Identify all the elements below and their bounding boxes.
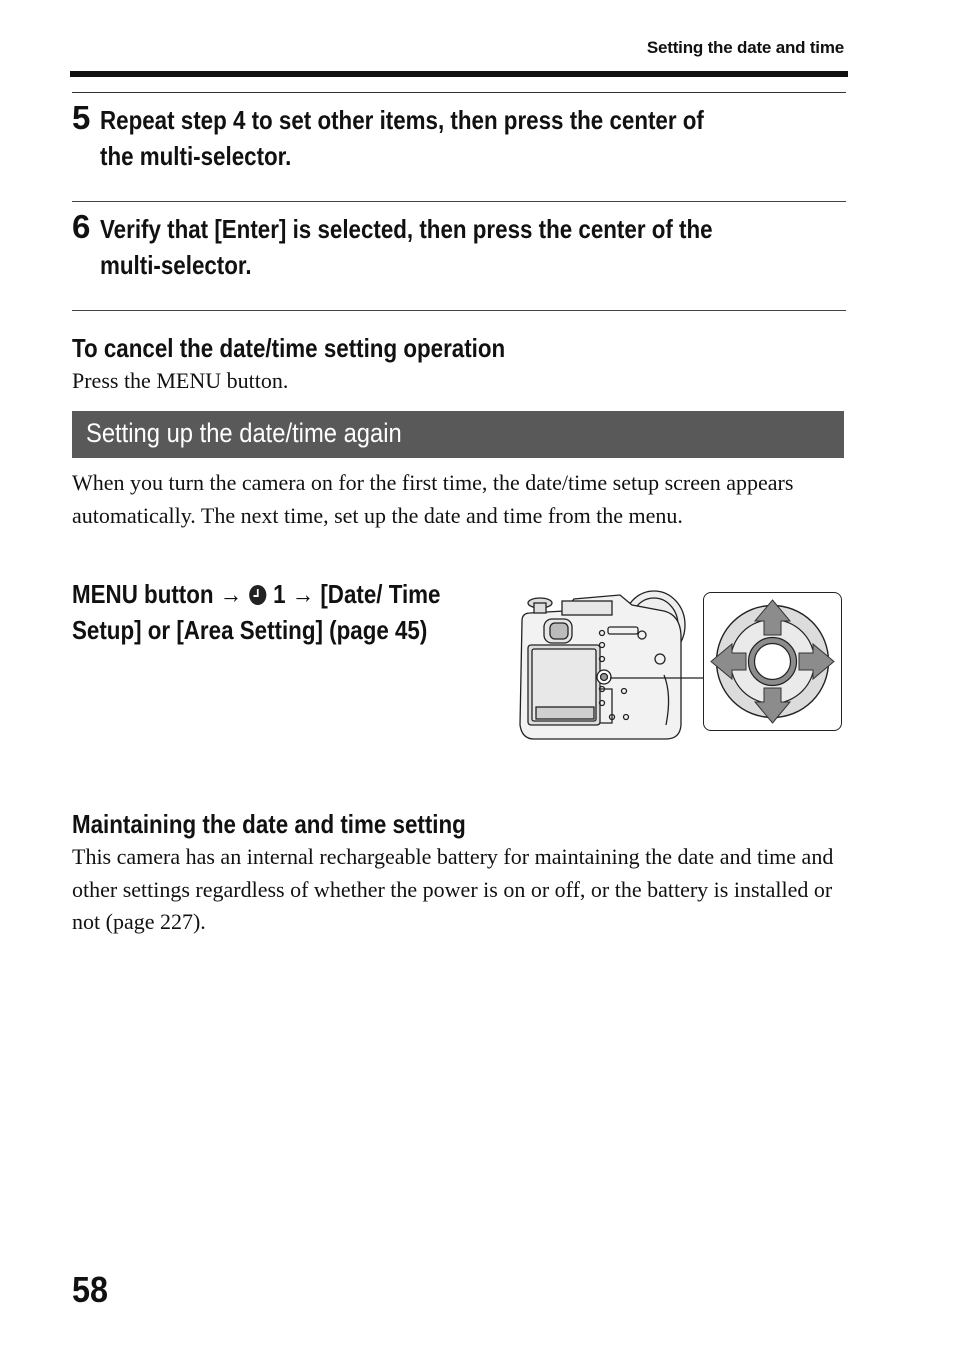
arrow-icon: → (219, 579, 243, 609)
step-divider (72, 201, 846, 202)
header-rule (70, 71, 848, 77)
running-header: Setting the date and time (646, 38, 844, 57)
page-number: 58 (72, 1269, 109, 1310)
step-6-text: Verify that [Enter] is selected, then press the center of the multi-selector. (100, 214, 713, 280)
menu-tab-number: 1 (273, 579, 286, 609)
menu-path (72, 576, 450, 648)
maintain-heading: Maintaining the date and time setting (72, 809, 466, 839)
section-body: When you turn the camera on for the first time, the date/time setup screen appears automatically. The next time, set up the date and time from the menu. (72, 470, 794, 528)
menu-path-start: MENU button (72, 579, 214, 609)
clock-icon (249, 585, 266, 605)
menu-path-end: [Date/ Time Setup] or [Area Setting] (page 45) (72, 579, 441, 645)
maintain-body: This camera has an internal rechargeable battery for maintaining the date and time and other settings regardless of whether the power is on or off, or the battery is installed or not (page 227). (72, 844, 834, 934)
step-5-number: 5 (72, 99, 91, 136)
cancel-heading: To cancel the date/time setting operation (72, 333, 506, 363)
multi-selector-diagram (703, 592, 842, 731)
section-title: Setting up the date/time again (86, 418, 402, 448)
header-divider (72, 92, 846, 93)
step-5-text: Repeat step 4 to set other items, then press the center of the multi-selector. (100, 105, 704, 171)
step-6-number: 6 (72, 208, 91, 245)
step-divider (72, 310, 846, 311)
camera-back-illustration (516, 585, 706, 745)
cancel-body: Press the MENU button. (72, 368, 289, 393)
arrow-icon: → (291, 579, 315, 609)
